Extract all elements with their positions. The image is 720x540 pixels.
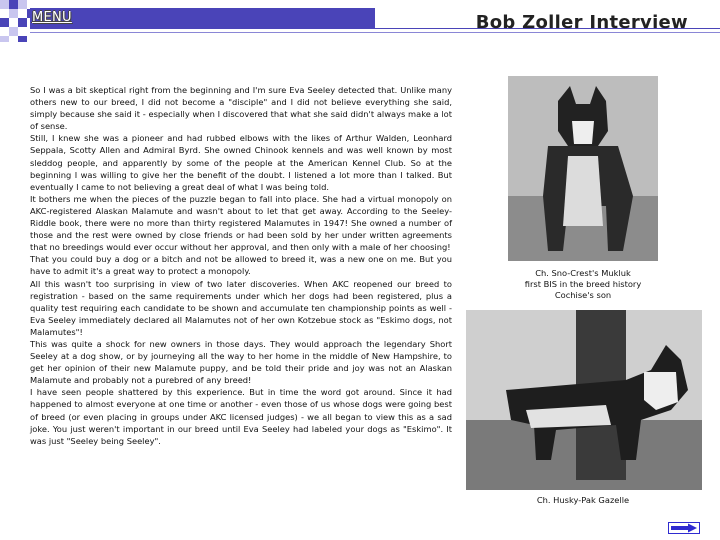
photo-caption-mukluk <box>500 268 666 301</box>
caption-line: Ch. Sno-Crest's Mukluk <box>535 268 631 278</box>
caption-line: Cochise's son <box>554 290 612 300</box>
dog-photo-gazelle <box>466 310 702 490</box>
article-paragraph: I have seen people shattered by this experience. But in time the word got around. Since it had happened to almost everyone at one time or another - even those of us whose dogs were going best of breed (or even placing in groups under AKC licensed judges) - we all began to view this as a sad joke. You just weren't important in our breed until Eva Seeley had labeled your dogs as "Eskimo". It was just "Seeley being Seeley". <box>30 387 452 446</box>
article-paragraph: This was quite a shock for new owners in those days. They would approach the legendary Short Seeley at a dog show, or by journeying all the way to her home in the middle of New Hampshire, to get her opinion of their new Malamute puppy, and be told their pride and joy was not an Alaskan Malamute and probably not a purebred of any breed! <box>30 338 452 386</box>
dog-photo-mukluk <box>508 76 658 261</box>
caption-line: Ch. Husky-Pak Gazelle <box>536 495 630 505</box>
article-paragraph: So I was a bit skeptical right from the beginning and I'm sure Eva Seeley detected that. Unlike many others new to our breed, I did not become a "disciple" and I did not believe everything she said, simply because she said it - especially when I discovered that what she said didn't always make a lot of sense. <box>30 85 452 132</box>
article-paragraph: Still, I knew she was a pioneer and had rubbed elbows with the likes of Arthur Walden, Leonhard Seppala, Scotty Allen and Admiral Byrd. She owned Chinook kennels and was well known by most sleddog people, and apparently by some of the people at the American Kennel Club. So at the beginning I was willing to give her the benefit of the doubt. I listened a lot more than I talked. But eventually I came to not believing a great deal of what I was being told. <box>30 133 452 192</box>
article-paragraph: That you could buy a dog or a bitch and not be allowed to breed it, was a new one on me. But you have to admit it's a great way to protect a monopoly. <box>30 254 452 277</box>
next-page-button[interactable] <box>668 522 700 534</box>
article-paragraph: All this wasn't too surprising in view of two later discoveries. When AKC reopened our breed to registration - based on the same requirements under which her dogs had been registered, plus a quality test requiring each candidate to be shown and accumulate ten championship points as well - Eva Seeley immediately declared all Malamutes not of her own Kotzebue stock as "Eskimo dogs, not Malamutes"! <box>30 278 452 337</box>
photo-caption-gazelle <box>500 495 666 506</box>
page-title: Bob Zoller Interview <box>475 12 688 33</box>
article-body <box>30 84 452 447</box>
caption-line: first BIS in the breed history <box>524 279 642 289</box>
arrow-right-icon <box>669 523 700 534</box>
article-paragraph: It bothers me when the pieces of the puzzle began to fall into place. She had a virtual monopoly on AKC-registered Alaskan Malamute and wasn't about to let that get away. According to the Seeley-Riddle book, there were no more than thirty registered Malamutes in 1947! She owned a number of those and the rest were owned by close friends or had been sold by her under written agreements that no breedings would ever occur without her approval, and then only with a male of her choosing! <box>30 193 452 253</box>
menu-link[interactable]: MENU <box>32 10 72 25</box>
